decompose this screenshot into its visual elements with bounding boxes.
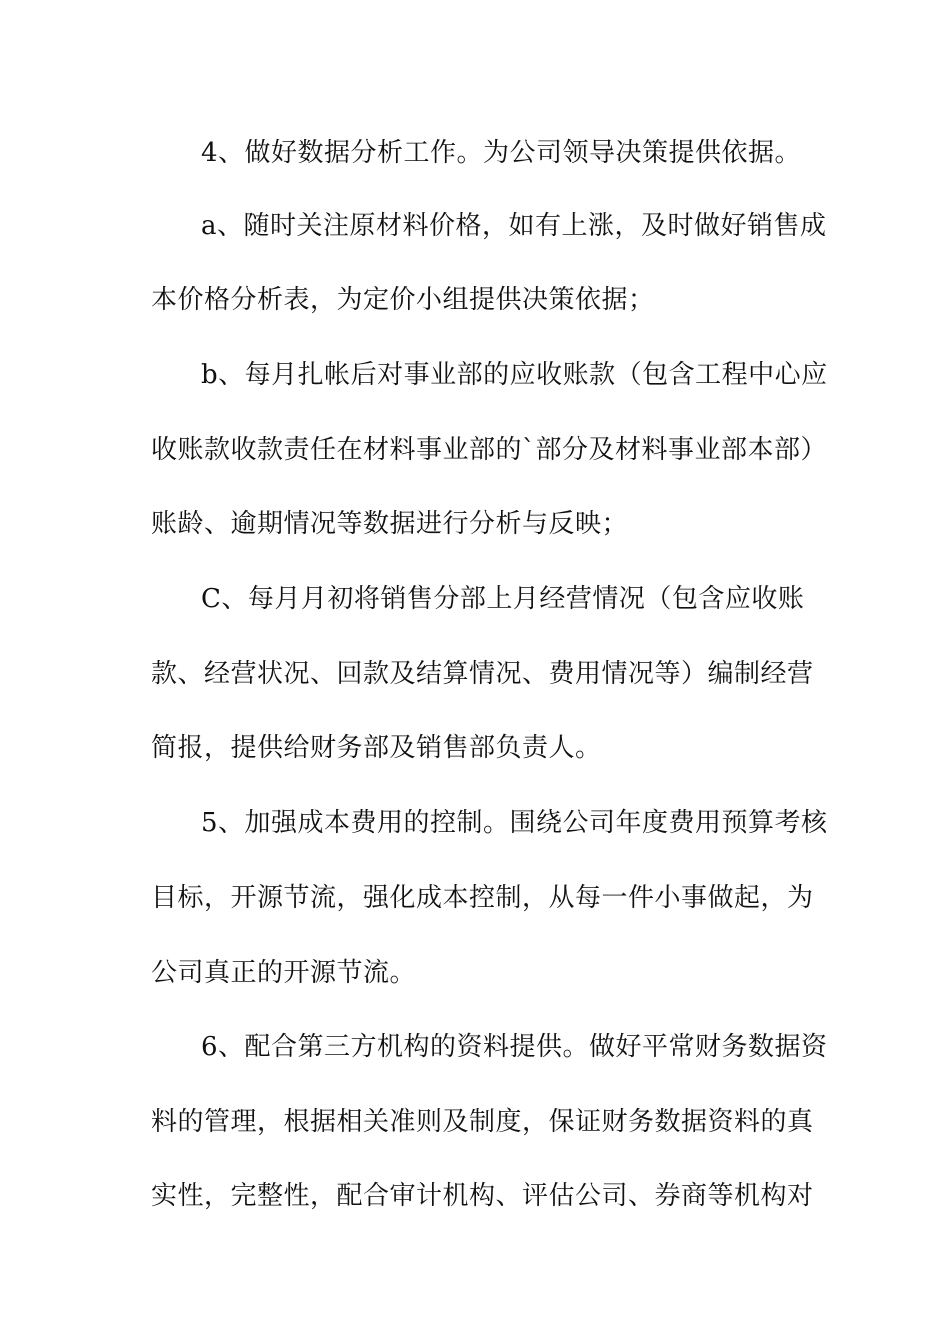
paragraph-6-line-2: 料的管理，根据相关准则及制度，保证财务数据资料的真 — [151, 1107, 814, 1137]
paragraph-5-line-1: 5、加强成本费用的控制。围绕公司年度费用预算考核 — [201, 808, 828, 838]
paragraph-b-line-3: 账龄、逾期情况等数据进行分析与反映； — [151, 509, 629, 539]
paragraph-b-line-1: b、每月扎帐后对事业部的应收账款（包含工程中心应 — [201, 360, 828, 390]
paragraph-c-line-3: 简报，提供给财务部及销售部负责人。 — [151, 733, 602, 763]
paragraph-c-line-1: C、每月月初将销售分部上月经营情况（包含应收账 — [201, 584, 805, 614]
paragraph-b-line-2: 收账款收款责任在材料事业部的`部分及材料事业部本部） — [151, 435, 828, 465]
paragraph-5-line-3: 公司真正的开源节流。 — [151, 958, 417, 988]
paragraph-5-line-2: 目标，开源节流，强化成本控制，从每一件小事做起，为 — [151, 883, 814, 913]
paragraph-4-line-1: 4、做好数据分析工作。为公司领导决策提供依据。 — [201, 138, 802, 168]
paragraph-6-line-1: 6、配合第三方机构的资料提供。做好平常财务数据资 — [201, 1032, 828, 1062]
paragraph-a-line-2: 本价格分析表，为定价小组提供决策依据； — [151, 285, 655, 315]
paragraph-a-line-1: a、随时关注原材料价格，如有上涨，及时做好销售成 — [201, 211, 827, 241]
paragraph-6-line-3: 实性，完整性，配合审计机构、评估公司、券商等机构对 — [151, 1181, 814, 1211]
paragraph-c-line-2: 款、经营状况、回款及结算情况、费用情况等）编制经营 — [151, 659, 814, 689]
